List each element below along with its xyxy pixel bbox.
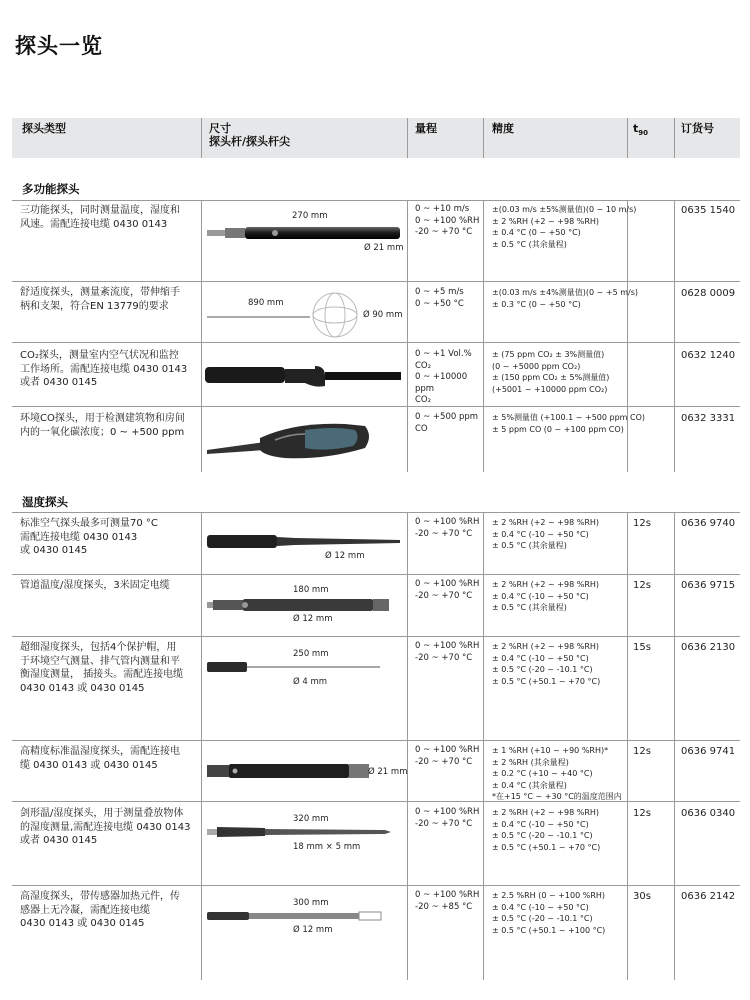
header-accuracy: 精度 [492, 122, 514, 135]
row-7-order-no: 0636 9741 [681, 746, 736, 757]
row-7-acc-line: ± 2 %RH (其余量程) [492, 757, 569, 767]
row-5-desc-line: 管道温度/湿度探头，3米固定电缆 [20, 580, 170, 591]
row-9-range-line: 0 ~ +100 %RH [415, 890, 480, 900]
probe-three-function-image [205, 222, 405, 244]
row-4-range-line: -20 ~ +70 °C [415, 528, 473, 539]
probe-co-image [205, 412, 405, 472]
row-5-acc-line: ± 0.5 °C (其余量程) [492, 603, 567, 612]
row-1-diameter: Ø 90 mm [363, 310, 403, 320]
row-6-diameter: Ø 4 mm [293, 677, 328, 687]
row-2-acc-line: ± (150 ppm CO₂ ± 5%测量值) [492, 373, 610, 382]
row-4-acc-line: ± 2 %RH (+2 ~ +98 %RH) [492, 518, 600, 527]
row-2-range-line: CO₂ [415, 395, 432, 405]
row-4-acc-line: ± 0.4 °C (-10 ~ +50 °C) [492, 529, 589, 539]
header-size-line2: 探头杆/探头杆尖 [209, 135, 291, 148]
row-7-acc-line: *在+15 °C ~ +30 °C的温度范围内 [492, 792, 622, 801]
row-5-acc-line: ± 2 %RH (+2 ~ +98 %RH) [492, 580, 600, 589]
row-1-accuracy [492, 287, 639, 310]
row-5-accuracy [492, 579, 628, 614]
row-7-accuracy [492, 745, 628, 803]
row-7-range-line: -20 ~ +70 °C [415, 756, 473, 767]
probe-comfort-image [205, 290, 365, 340]
row-7-acc-line: ± 1 %RH (+10 ~ +90 %RH)* [492, 746, 609, 755]
row-6-description [20, 641, 198, 695]
row-1-desc-line: 舒适度探头，测量紊流度，带伸缩手 [20, 287, 180, 298]
col-divider [627, 118, 628, 158]
row-2-acc-line: ± (75 ppm CO₂ ± 3%测量值) [492, 350, 605, 359]
col-divider [407, 512, 408, 980]
row-6-range-line: -20 ~ +70 °C [415, 652, 473, 663]
header-t90-sub: 90 [638, 129, 649, 138]
row-8-desc-line: 的湿度测量,需配连接电缆 0430 0143 [20, 821, 191, 833]
row-6-range-line: 0 ~ +100 %RH [415, 641, 480, 651]
row-4-desc-line: 或 0430 0145 [20, 545, 88, 556]
row-0-length: 270 mm [292, 211, 328, 221]
row-divider [12, 406, 740, 407]
row-2-acc-line: (+5001 ~ +10000 ppm CO₂) [492, 384, 608, 394]
row-7-diameter: Ø 21 mm [368, 767, 408, 777]
col-divider [674, 200, 675, 472]
row-8-range-line: 0 ~ +100 %RH [415, 807, 480, 817]
row-4-desc-line: 标准空气探头最多可测量70 °C [20, 518, 158, 529]
row-divider [12, 200, 740, 201]
row-6-acc-line: ± 0.5 °C (+50.1 ~ +70 °C) [492, 676, 601, 686]
row-0-acc-line: ± 0.5 °C (其余量程) [492, 239, 567, 249]
probe-ultrathin-image [205, 660, 405, 674]
row-9-accuracy [492, 890, 628, 936]
row-8-cross-section: 18 mm × 5 mm [293, 842, 361, 852]
row-divider [12, 574, 740, 575]
page-title: 探头一览 [15, 34, 103, 58]
row-divider [12, 342, 740, 343]
row-9-diameter: Ø 12 mm [293, 925, 333, 935]
row-7-t90: 12s [633, 746, 651, 757]
row-3-range-line: 0 ~ +500 ppm CO [415, 412, 479, 434]
row-divider [12, 885, 740, 886]
row-7-description [20, 745, 198, 772]
row-6-acc-line: ± 0.4 °C (-10 ~ +50 °C) [492, 653, 589, 663]
row-2-range-line: 0 ~ +1 Vol.% CO₂ [415, 349, 472, 371]
col-divider [201, 512, 202, 980]
row-1-range-line: 0 ~ +5 m/s [415, 287, 464, 297]
row-5-description [20, 579, 198, 593]
row-9-description [20, 890, 198, 931]
row-2-range [415, 349, 487, 407]
row-0-order-no: 0635 1540 [681, 205, 736, 216]
probe-duct-image [205, 597, 405, 613]
row-3-order-no: 0632 3331 [681, 413, 736, 424]
row-1-desc-line: 柄和支架，符合EN 13779的要求 [20, 300, 169, 312]
row-8-acc-line: ± 0.5 °C (+50.1 ~ +70 °C) [492, 842, 601, 852]
row-6-acc-line: ± 0.5 °C (-20 ~ -10.1 °C) [492, 665, 593, 674]
row-4-t90: 12s [633, 518, 651, 529]
row-2-accuracy [492, 349, 628, 395]
row-2-desc-line: 或者 0430 0145 [20, 377, 98, 388]
row-9-range [415, 890, 487, 913]
row-5-t90: 12s [633, 580, 651, 591]
row-7-desc-line: 缆 0430 0143 或 0430 0145 [20, 759, 158, 771]
header-size-line1: 尺寸 [209, 122, 231, 135]
row-8-t90: 12s [633, 808, 651, 819]
row-3-accuracy [492, 412, 646, 435]
row-2-acc-line: (0 ~ +5000 ppm CO₂) [492, 361, 581, 371]
row-6-desc-line: 0430 0143 或 0430 0145 [20, 682, 145, 694]
header-order-no: 订货号 [681, 122, 714, 135]
row-0-range-line: -20 ~ +70 °C [415, 227, 473, 237]
row-2-description [20, 349, 198, 390]
row-1-acc-line: ±(0.03 m/s ±4%测量值)(0 ~ +5 m/s) [492, 288, 639, 297]
row-4-range-line: 0 ~ +100 %RH [415, 517, 480, 527]
row-9-acc-line: ± 0.5 °C (+50.1 ~ +100 °C) [492, 925, 606, 935]
row-7-acc-line: ± 0.4 °C (其余量程) [492, 780, 567, 790]
col-divider [201, 118, 202, 158]
row-8-acc-line: ± 0.5 °C (-20 ~ -10.1 °C) [492, 831, 593, 840]
row-divider [12, 512, 740, 513]
row-divider [12, 801, 740, 802]
row-4-order-no: 0636 9740 [681, 518, 736, 529]
row-1-length: 890 mm [248, 298, 284, 308]
col-divider [674, 512, 675, 980]
row-7-range-line: 0 ~ +100 %RH [415, 745, 480, 755]
row-8-length: 320 mm [293, 814, 329, 824]
row-6-desc-line: 衡湿度测量， 插接头。需配连接电缆 [20, 669, 184, 680]
row-9-acc-line: ± 2.5 %RH (0 ~ +100 %RH) [492, 891, 606, 900]
col-divider [407, 200, 408, 472]
table-header [12, 118, 740, 158]
row-0-diameter: Ø 21 mm [364, 243, 404, 253]
col-divider [483, 118, 484, 158]
row-4-acc-line: ± 0.5 °C (其余量程) [492, 541, 567, 550]
row-divider [12, 740, 740, 741]
row-0-desc-line: 三功能探头，同时测量温度，湿度和 [20, 205, 180, 216]
row-0-desc-line: 风速。需配连接电缆 0430 0143 [20, 218, 168, 230]
section-multifunction: 多功能探头 [22, 182, 80, 196]
row-8-order-no: 0636 0340 [681, 808, 736, 819]
row-7-desc-line: 高精度标准温湿度探头，需配连接电 [20, 746, 180, 757]
row-6-range [415, 641, 487, 664]
row-6-accuracy [492, 641, 628, 687]
row-3-acc-line: ± 5 ppm CO (0 ~ +100 ppm CO) [492, 424, 624, 434]
row-5-acc-line: ± 0.4 °C (-10 ~ +50 °C) [492, 591, 589, 601]
row-9-length: 300 mm [293, 898, 329, 908]
row-2-desc-line: 工作场所。需配连接电缆 0430 0143 [20, 363, 188, 375]
row-8-acc-line: ± 2 %RH (+2 ~ +98 %RH) [492, 808, 600, 817]
row-8-desc-line: 或者 0430 0145 [20, 835, 98, 846]
probe-standard-air-image [205, 532, 405, 552]
row-0-accuracy [492, 204, 637, 250]
row-8-description [20, 807, 198, 848]
row-8-desc-line: 剑形温/湿度探头，用于测量叠放物体 [20, 808, 184, 819]
row-0-acc-line: ± 0.4 °C (0 ~ +50 °C) [492, 228, 581, 237]
row-3-range [415, 412, 487, 435]
row-1-description [20, 286, 198, 313]
row-4-range [415, 517, 487, 540]
header-t90: $t_{90}$ [633, 122, 649, 138]
row-6-desc-line: 于环境空气测量、排气管内测量和平 [20, 655, 180, 667]
row-8-acc-line: ± 0.4 °C (-10 ~ +50 °C) [492, 819, 589, 829]
col-divider [674, 118, 675, 158]
row-5-diameter: Ø 12 mm [293, 614, 333, 624]
row-9-order-no: 0636 2142 [681, 891, 736, 902]
row-0-acc-line: ± 2 %RH (+2 ~ +98 %RH) [492, 216, 600, 226]
row-9-acc-line: ± 0.5 °C (-20 ~ -10.1 °C) [492, 914, 593, 923]
row-5-length: 180 mm [293, 585, 329, 595]
row-9-desc-line: 高湿度探头，带传感器加热元件，传 [20, 891, 180, 902]
row-divider [12, 636, 740, 637]
row-9-acc-line: ± 0.4 °C (-10 ~ +50 °C) [492, 902, 589, 912]
row-6-length: 250 mm [293, 649, 329, 659]
row-0-range-line: 0 ~ +10 m/s [415, 204, 470, 214]
row-2-order-no: 0632 1240 [681, 350, 736, 361]
row-2-desc-line: CO₂探头，测量室内空气状况和监控 [20, 350, 179, 361]
row-3-desc-line: 内的一氧化碳浓度；0 ~ +500 ppm [20, 426, 185, 438]
row-5-range [415, 579, 487, 602]
row-3-desc-line: 环境CO探头，用于检测建筑物和房间 [20, 413, 185, 424]
row-8-range [415, 807, 487, 830]
row-divider [12, 281, 740, 282]
row-6-desc-line: 超细湿度探头，包括4个保护帽，用 [20, 642, 177, 653]
row-7-range [415, 745, 487, 768]
row-0-description [20, 204, 198, 231]
header-probe-type: 探头类型 [22, 122, 66, 135]
probe-sword-image [205, 825, 395, 839]
row-4-description [20, 517, 198, 558]
row-4-desc-line: 需配连接电缆 0430 0143 [20, 531, 138, 543]
row-1-order-no: 0628 0009 [681, 288, 736, 299]
row-7-acc-line: ± 0.2 °C (+10 ~ +40 °C) [492, 769, 593, 778]
header-size [209, 122, 290, 148]
row-1-range [415, 287, 487, 310]
row-0-acc-line: ±(0.03 m/s ±5%测量值)(0 ~ 10 m/s) [492, 205, 637, 214]
row-0-range [415, 204, 487, 239]
row-9-desc-line: 感器上无冷凝，需配连接电缆 [20, 904, 150, 916]
row-6-order-no: 0636 2130 [681, 642, 736, 653]
row-3-acc-line: ± 5%测量值 (+100.1 ~ +500 ppm CO) [492, 413, 646, 422]
row-4-diameter: Ø 12 mm [325, 551, 365, 561]
row-9-range-line: -20 ~ +85 °C [415, 901, 473, 912]
row-1-range-line: 0 ~ +50 °C [415, 298, 464, 309]
row-8-accuracy [492, 807, 628, 853]
section-humidity: 湿度探头 [22, 495, 68, 509]
probe-co2-image [205, 362, 405, 392]
row-6-acc-line: ± 2 %RH (+2 ~ +98 %RH) [492, 642, 600, 651]
probe-high-precision-image [205, 762, 373, 780]
header-range: 量程 [415, 122, 437, 135]
row-6-t90: 15s [633, 642, 651, 653]
col-divider [407, 118, 408, 158]
row-3-description [20, 412, 198, 439]
probe-high-humidity-image [205, 909, 395, 923]
row-1-acc-line: ± 0.3 °C (0 ~ +50 °C) [492, 299, 581, 309]
row-5-range-line: -20 ~ +70 °C [415, 590, 473, 601]
col-divider [201, 200, 202, 472]
row-9-desc-line: 0430 0143 或 0430 0145 [20, 918, 145, 929]
row-9-t90: 30s [633, 891, 651, 902]
row-5-range-line: 0 ~ +100 %RH [415, 579, 480, 589]
row-0-range-line: 0 ~ +100 %RH [415, 215, 480, 226]
row-2-range-line: 0 ~ +10000 ppm [415, 372, 468, 394]
row-4-accuracy [492, 517, 628, 552]
row-8-range-line: -20 ~ +70 °C [415, 818, 473, 829]
row-5-order-no: 0636 9715 [681, 580, 736, 591]
